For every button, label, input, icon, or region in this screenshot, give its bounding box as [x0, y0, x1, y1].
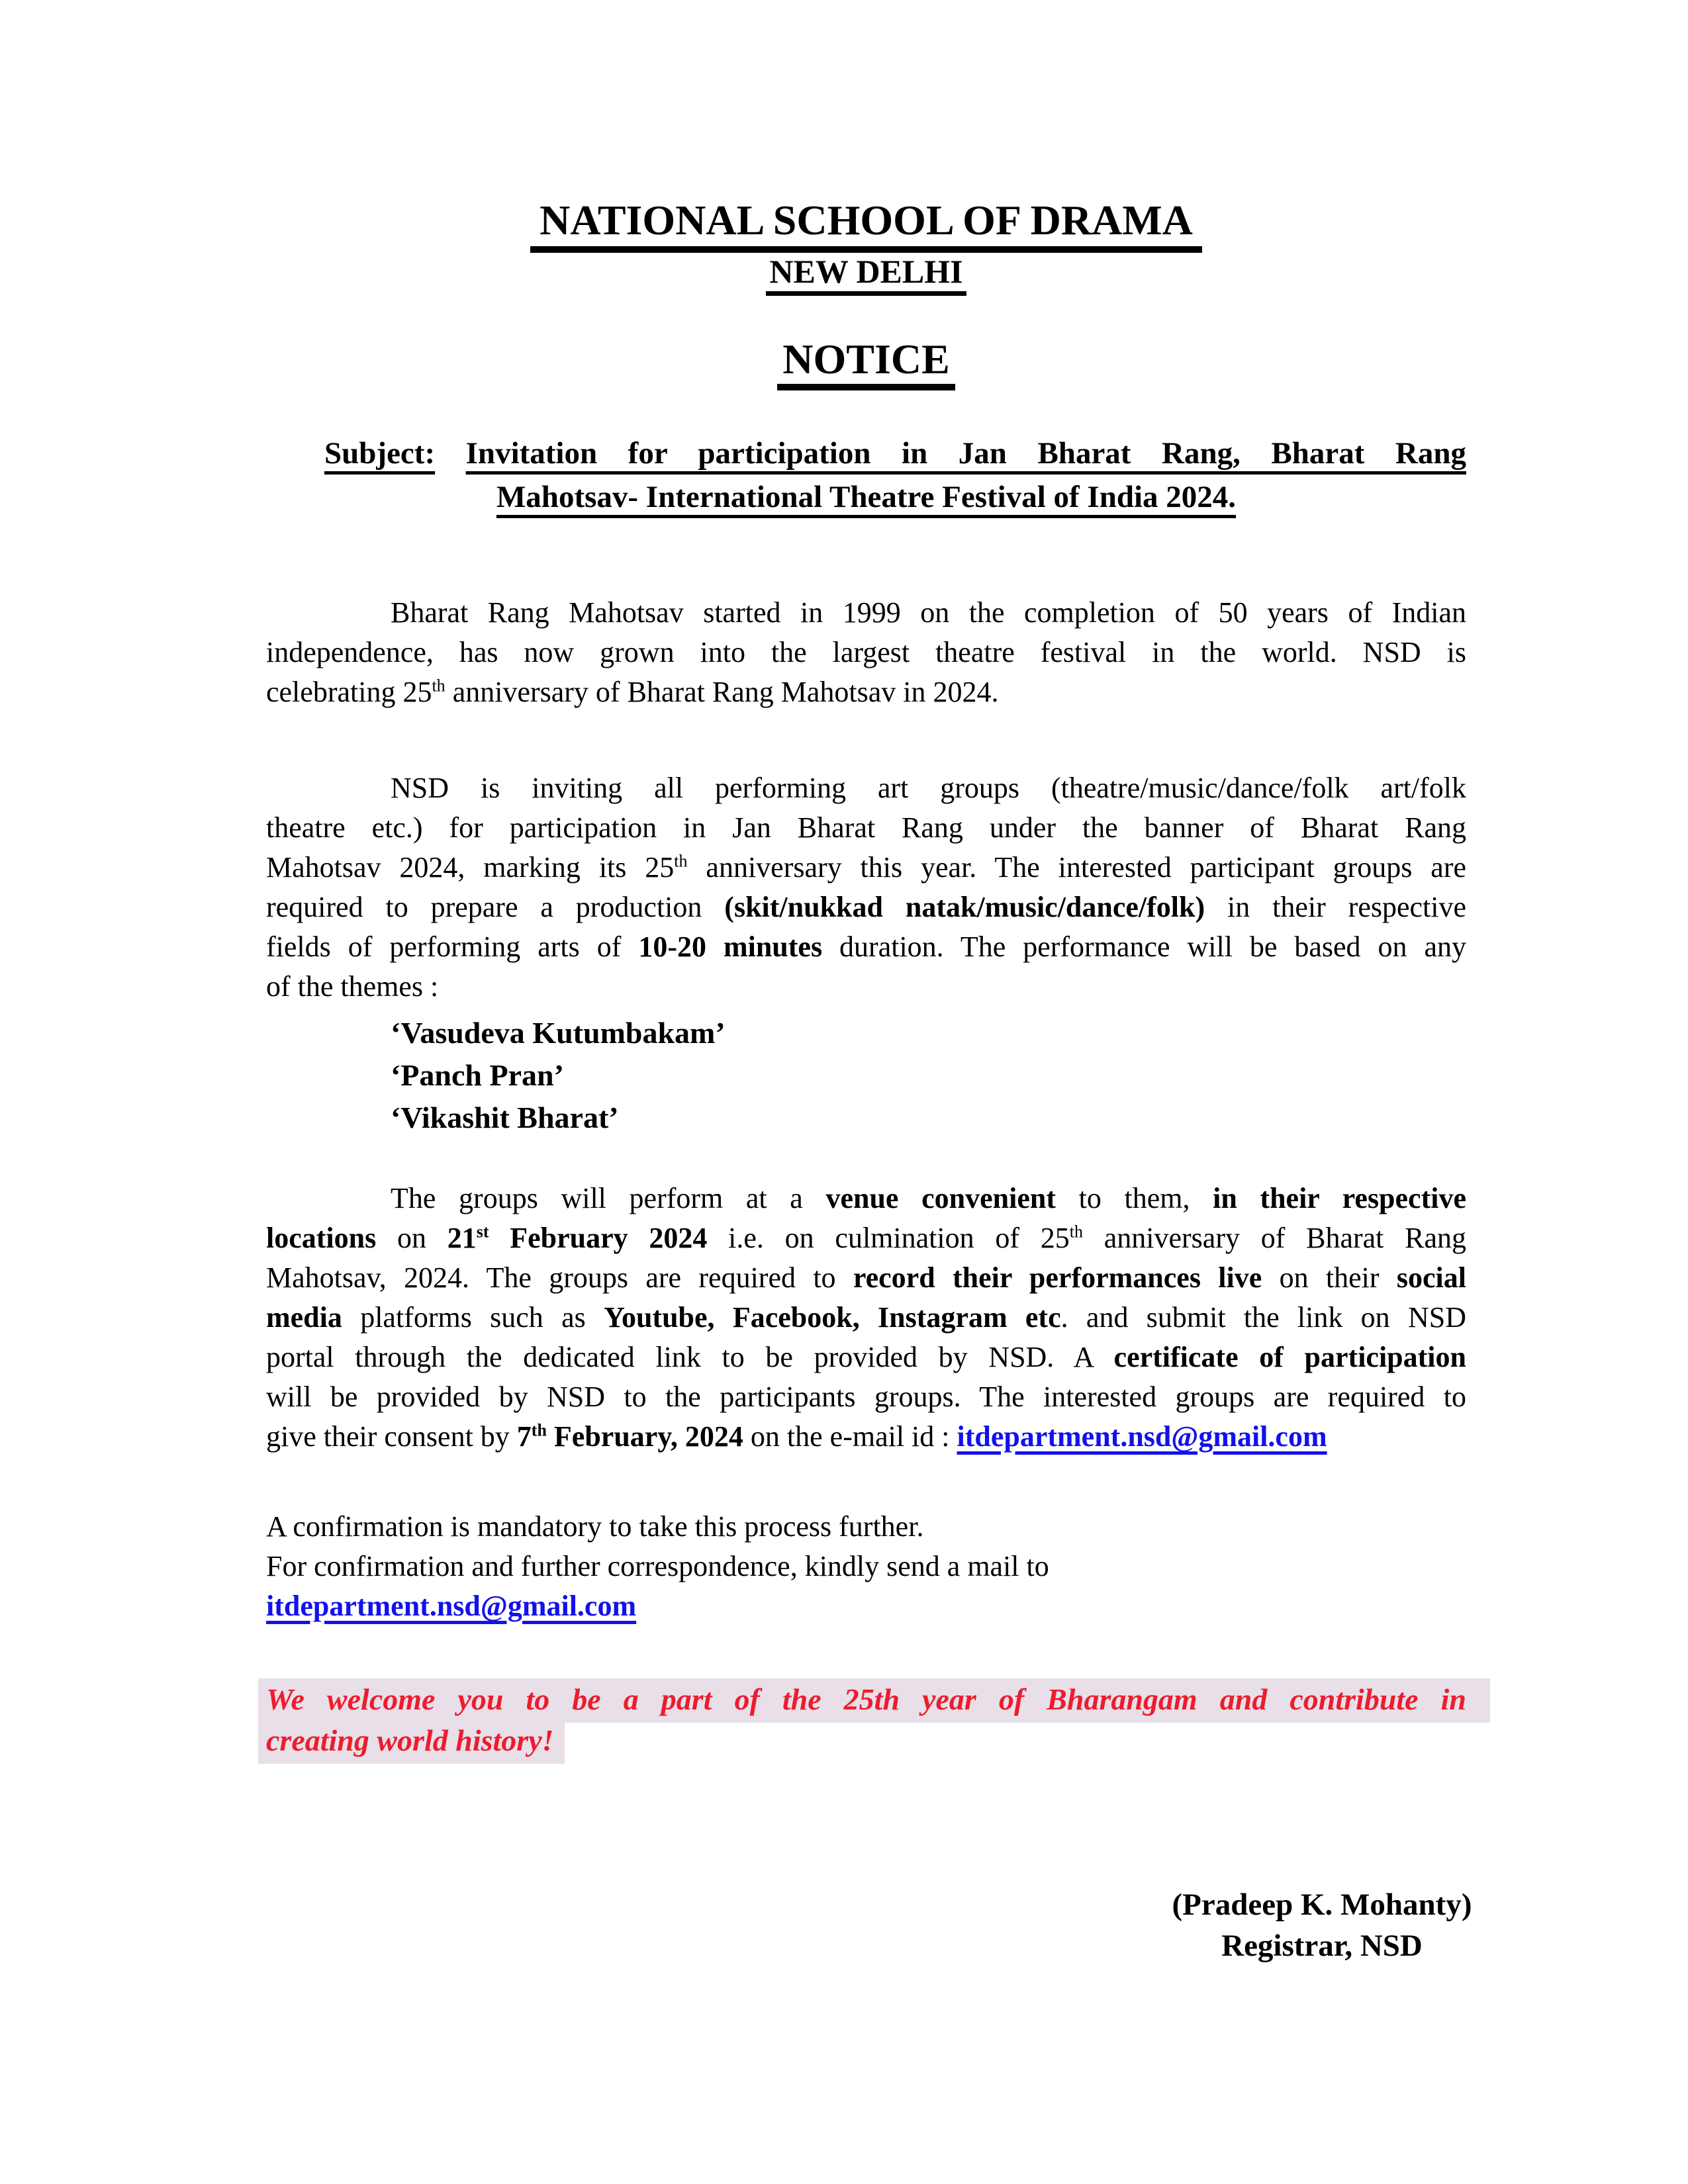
bold-text-segment: locations [266, 1222, 377, 1254]
text-segment: anniversary of Bharat Rang Mahotsav in 2024. [445, 676, 999, 708]
bold-text-segment: Youtube, Facebook, Instagram etc [604, 1301, 1061, 1334]
bold-text-segment: in their respective [1213, 1182, 1466, 1214]
bold-text-segment: media [266, 1301, 342, 1334]
text-segment: For confirmation and further correspondence, kindly send a mail to [266, 1550, 1049, 1582]
bold-text-segment: February 2024 [489, 1222, 708, 1254]
paragraph-line [266, 768, 1466, 808]
text-segment: Mahotsav, 2024. The groups are required to [266, 1261, 853, 1294]
document-title: NATIONAL SCHOOL OF DRAMA [530, 199, 1202, 253]
welcome-banner [266, 1679, 1466, 1761]
text-segment: give their consent by [266, 1420, 517, 1453]
notice-heading: NOTICE [777, 337, 955, 390]
text-segment: of the themes : [266, 970, 439, 1003]
bold-text-segment: 10-20 minutes [638, 931, 823, 963]
highlighted-text: creating world history! [258, 1719, 565, 1764]
confirmation-line-2 [266, 1547, 1466, 1586]
text-segment: portal through the dedicated link to be provided by NSD. A [266, 1341, 1114, 1373]
paragraph-line [266, 1377, 1466, 1417]
text-segment: on their [1262, 1261, 1397, 1294]
superscript: th [531, 1420, 547, 1440]
text-segment: in their respective [1205, 891, 1467, 923]
paragraph-line [266, 1218, 1466, 1258]
text-segment: on the e-mail id : [743, 1420, 957, 1453]
text-segment: required to prepare a production [266, 891, 725, 923]
paragraph-line [266, 808, 1466, 848]
text-segment: on [376, 1222, 447, 1254]
paragraph-line [266, 967, 1466, 1007]
subject-block [266, 432, 1466, 519]
email-link[interactable]: itdepartment.nsd@gmail.com [266, 1590, 637, 1622]
text-segment: platforms such as [342, 1301, 604, 1334]
text-segment: anniversary this year. The interested participant groups are [687, 851, 1467, 884]
text-segment: will be provided by NSD to the participants groups. The interested groups are required to [266, 1381, 1466, 1413]
welcome-line-2 [266, 1720, 1466, 1761]
theme-text: ‘Vasudeva Kutumbakam’ [391, 1016, 726, 1050]
bold-text-segment: February, 2024 [546, 1420, 743, 1453]
themes-list [266, 1012, 1466, 1139]
text-segment: NSD is inviting all performing art groups (theatre/music/dance/folk art/folk [391, 772, 1466, 804]
paragraph-line [266, 1298, 1466, 1338]
paragraph-line [266, 1179, 1466, 1218]
bold-text-segment: social [1396, 1261, 1466, 1294]
paragraph-line [266, 887, 1466, 927]
subject-separator [435, 436, 466, 471]
city-row [266, 254, 1466, 296]
notice-heading-row [266, 337, 1466, 390]
theme-text: ‘Panch Pran’ [391, 1058, 564, 1092]
text-segment: A confirmation is mandatory to take this process further. [266, 1510, 924, 1543]
text-segment: The groups will perform at a [391, 1182, 826, 1214]
document-content [266, 0, 1472, 1966]
subject-text: Invitation for participation in Jan Bharat Rang, Bharat Rang [465, 436, 1467, 471]
bold-text-segment: (skit/nukkad natak/music/dance/folk) [724, 891, 1205, 923]
city-subtitle: NEW DELHI [766, 254, 966, 296]
subject-line-1 [324, 432, 1466, 475]
superscript: th [1069, 1222, 1083, 1242]
bold-text-segment: certificate of participation [1113, 1341, 1467, 1373]
subject-line-2 [266, 475, 1466, 519]
paragraph-invitation [266, 768, 1466, 1007]
paragraph-line [266, 1417, 1466, 1457]
bold-text-segment: record their performances live [853, 1261, 1262, 1294]
theme-text: ‘Vikashit Bharat’ [391, 1101, 619, 1134]
signature-block [1150, 1884, 1494, 1966]
welcome-line-1 [266, 1679, 1466, 1720]
superscript: th [432, 676, 445, 696]
text-segment: independence, has now grown into the largest theatre festival in the world. NSD is [266, 636, 1466, 668]
text-segment: i.e. on culmination of 25 [707, 1222, 1070, 1254]
paragraph-line [266, 1338, 1466, 1377]
confirmation-block [266, 1507, 1466, 1626]
paragraph-intro [266, 593, 1466, 712]
text-segment: celebrating 25 [266, 676, 432, 708]
text-segment: duration. The performance will be based on any [822, 931, 1466, 963]
theme-item [266, 1012, 1466, 1054]
confirmation-email-line [266, 1586, 1466, 1626]
signature-role: Registrar, NSD [1221, 1929, 1423, 1963]
text-segment: theatre etc.) for participation in Jan Bharat Rang under the banner of Bharat Rang [266, 811, 1466, 844]
text-segment: anniversary of Bharat Rang [1082, 1222, 1467, 1254]
text-segment: fields of performing arts of [266, 931, 639, 963]
paragraph-line [266, 1258, 1466, 1298]
subject-label: Subject: [324, 436, 436, 471]
theme-item [266, 1054, 1466, 1097]
paragraph-line [266, 672, 1466, 712]
paragraph-performance-details [266, 1179, 1466, 1457]
subject-text-2: Mahotsav- International Theatre Festival of India 2024. [496, 480, 1237, 514]
text-segment: . and submit the link on NSD [1060, 1301, 1466, 1334]
superscript: st [476, 1222, 489, 1242]
confirmation-line-1 [266, 1507, 1466, 1547]
text-segment: to them, [1055, 1182, 1213, 1214]
paragraph-line [266, 633, 1466, 672]
bold-text-segment: 21 [447, 1222, 477, 1254]
superscript: th [674, 851, 688, 871]
bold-text-segment: 7 [516, 1420, 532, 1453]
paragraph-line [266, 848, 1466, 887]
signature-name: (Pradeep K. Mohanty) [1172, 1888, 1472, 1922]
paragraph-line [266, 927, 1466, 967]
bold-text-segment: venue convenient [825, 1182, 1056, 1214]
email-link[interactable]: itdepartment.nsd@gmail.com [957, 1420, 1327, 1453]
text-segment: Mahotsav 2024, marking its 25 [266, 851, 675, 884]
document-title-row [266, 199, 1466, 253]
paragraph-line [266, 593, 1466, 633]
theme-item [266, 1097, 1466, 1139]
text-segment: Bharat Rang Mahotsav started in 1999 on the completion of 50 years of Indian [391, 596, 1466, 629]
highlighted-text: We welcome you to be a part of the 25th year of Bharangam and contribute in [258, 1678, 1490, 1723]
